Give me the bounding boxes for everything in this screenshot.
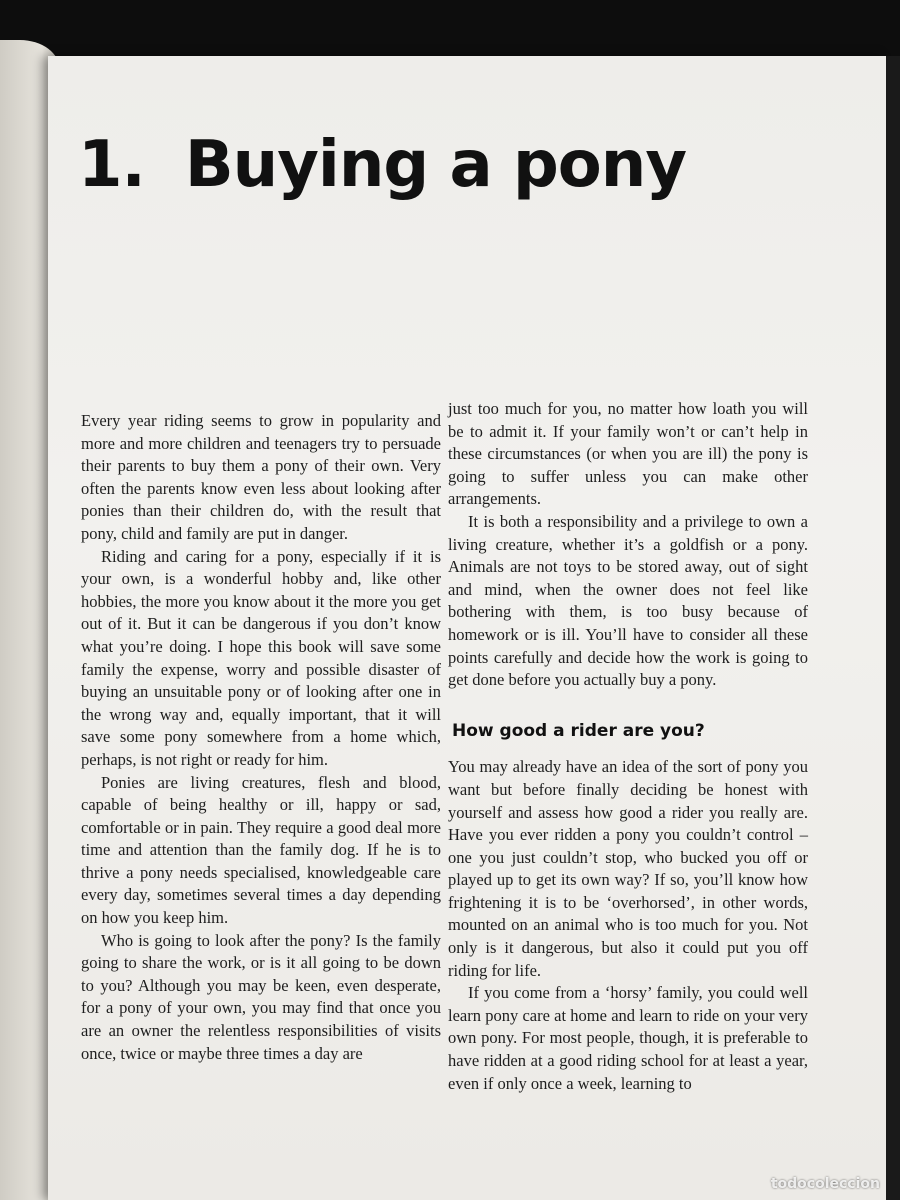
- paragraph: Every year riding seems to grow in popularity and more and more children and teenagers try to persuade their parents to buy them a pony of their own. Very often the parents know even less about looking after ponies than their children do, with the result that pony, child and family are put in danger.: [81, 411, 441, 543]
- paragraph: It is both a responsibility and a privilege to own a living creature, whether it’s a goldfish or a pony. Animals are not toys to be stored away, out of sight and mind, when the owner does not feel like bothering with them, is too busy because of homework or is ill. You’ll have to consider all these points carefully and decide how the work is going to get done before you actually buy a pony.: [448, 511, 808, 690]
- watermark-logo: todocoleccion: [770, 1176, 880, 1192]
- paragraph: Ponies are living creatures, flesh and blood, capable of being healthy or ill, happy or sad, comfortable or in pain. They require a good deal more time and attention than the family dog. If he is to thrive a pony needs specialised, knowledgeable care every day, sometimes several times a day depending on how you keep him.: [81, 772, 441, 928]
- chapter-title-text: Buying a pony: [184, 128, 687, 202]
- section-heading: How good a rider are you?: [452, 720, 705, 741]
- left-text-column: [81, 410, 441, 1065]
- paragraph: Who is going to look after the pony? Is the family going to share the work, or is it all going to be down to you? Although you may be keen, even desperate, for a pony of your own, you may find that once you are an owner the relentless responsibilities of visits once, twice or maybe three times a day are: [81, 930, 441, 1063]
- book-page: [48, 56, 886, 1200]
- paragraph: Riding and caring for a pony, especially if it is your own, is a wonderful hobby and, like other hobbies, the more you know about it the more you get out of it. But it can be dangerous if you don’t know what you’re doing. I hope this book will save some family the expense, worry and possible disaster of buying an unsuitable pony or of looking after one in the wrong way and, equally important, that it will save some pony somewhere from a home which, perhaps, is not right or ready for him.: [81, 546, 441, 769]
- right-text-column: [448, 398, 808, 1095]
- paragraph: just too much for you, no matter how loath you will be to admit it. If your family won’t or can’t help in these circumstances (or when you are ill) the pony is going to suffer unless you can make other arrangements.: [448, 399, 808, 509]
- chapter-title: [78, 128, 686, 202]
- background-edge: [886, 56, 900, 1200]
- paragraph: If you come from a ‘horsy’ family, you could well learn pony care at home and learn to ride on your very own pony. For most people, though, it is preferable to have ridden at a good riding school for at least a year, even if only once a week, learning to: [448, 983, 808, 1093]
- paragraph: You may already have an idea of the sort of pony you want but before finally deciding be honest with yourself and assess how good a rider you really are. Have you ever ridden a pony you couldn’t control – one you just couldn’t stop, who bucked you off or played up to get its own way? If so, you’ll know how frightening it is to be ‘overhorsed’, in other words, mounted on an animal who is too much for you. Not only is it dangerous, but also it could put you off riding for life.: [448, 757, 808, 980]
- chapter-number: 1.: [78, 128, 145, 202]
